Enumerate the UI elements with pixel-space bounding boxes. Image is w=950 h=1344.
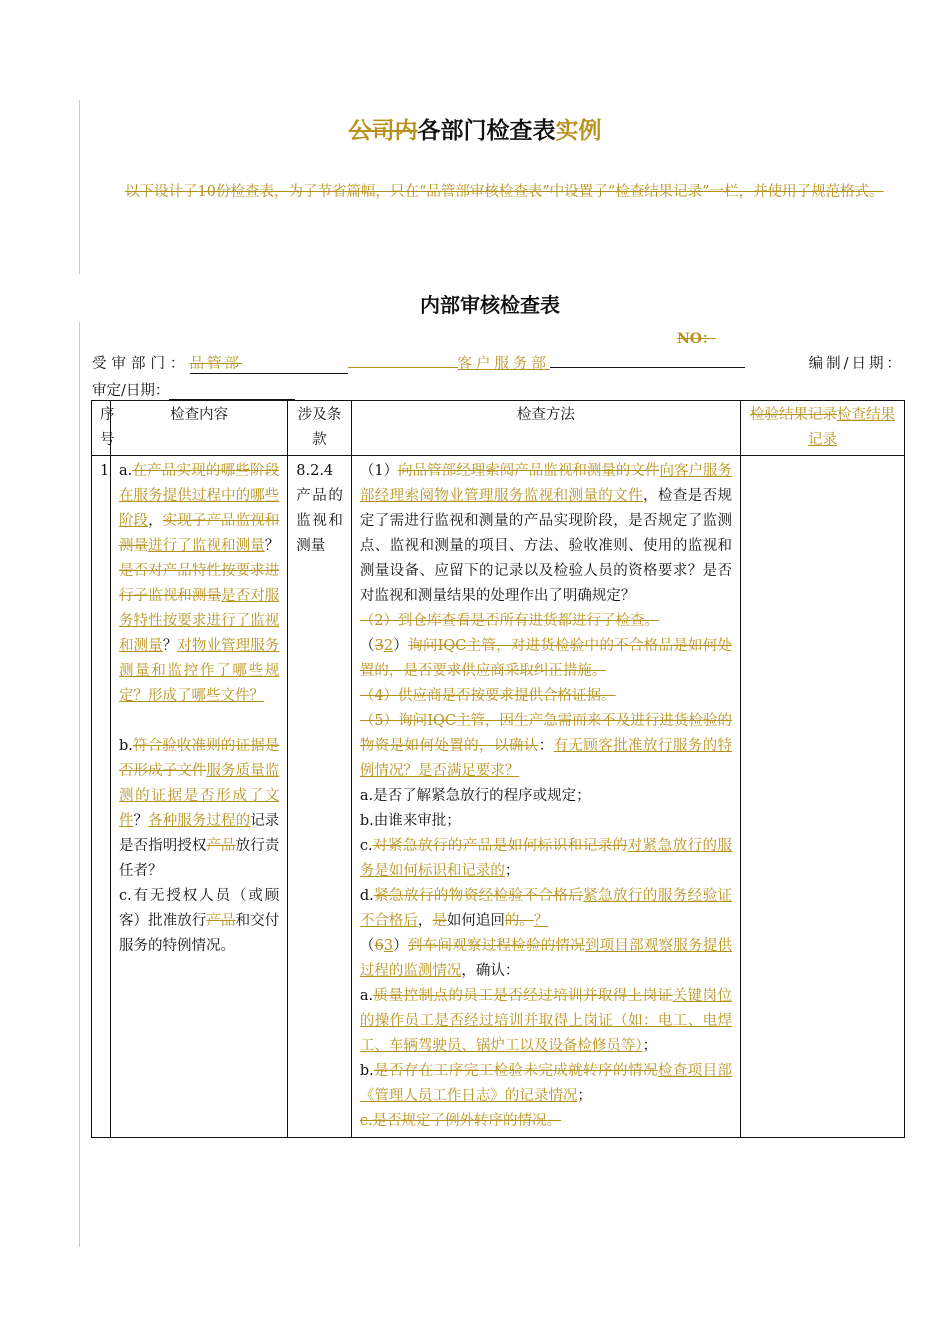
content-item-b: b.符合验收准则的证据是否形成子文件服务质量监测的证据是否形成了文件？各种服务过程的记录是否指明授权产品放行责任者？ <box>118 738 280 879</box>
method-step-6b: b.是否存在工序完工检验未完成就转序的情况检查项目部《管理人员工作日志》的记录情况； <box>359 1063 733 1104</box>
approve-date-line <box>92 379 295 400</box>
row-content <box>110 456 287 1138</box>
title-inserted-suffix: 实例 <box>555 118 602 144</box>
method-step-5c: c.对紧急放行的产品是如何标识和记录的对紧急放行的服务是如何标识和记录的； <box>359 838 733 879</box>
row-result <box>741 456 905 1138</box>
left-margin-bar-bottom <box>79 322 80 1247</box>
approve-date-blank <box>169 383 295 400</box>
method-step-2: （2）到仓库查看是否所有进货都进行了检查。 <box>359 613 660 629</box>
row-seq: 1 <box>92 456 111 1138</box>
content-item-c: c.有无授权人员（或顾客）批准放行产品和交付服务的特例情况。 <box>118 888 280 954</box>
no-label-text: NO： <box>677 331 716 347</box>
audited-dept-new-value: 客户服务部 <box>457 356 550 372</box>
row-clause: 8.2.4产品的监视和测量 <box>288 456 352 1138</box>
method-step-1: （1）向品管部经理索阅产品监视和测量的文件向客户服务部经理索阅物业管理服务监视和测量的文件，检查是否规定了需进行监视和测量的产品实现阶段，是否规定了监测点、监视和测量的项目、方法、验收准则、使用的监视和测量设备、应留下的记录以及检验人员的资格要求？是否对监视和测量结果的处理作出了明确规定？ <box>359 463 733 604</box>
method-step-5: （5）询问IQC主管，因生产急需而来不及进行进货检验的物资是如何处置的，以确认：有无顾客批准放行服务的特例情况？是否满足要求？ <box>359 713 733 779</box>
method-step-5d: d.紧急放行的物资经检验不合格后紧急放行的服务经验证不合格后，是如何追回的。？ <box>359 888 733 929</box>
header-seq: 序号 <box>92 401 111 456</box>
audited-department-line <box>92 352 904 374</box>
header-result <box>741 401 905 456</box>
intro-paragraph <box>92 178 892 206</box>
audit-checklist-table <box>91 400 905 1138</box>
header-result-deleted: 检验结果记录 <box>750 407 838 423</box>
method-step-5a: a.是否了解紧急放行的程序或规定； <box>359 788 591 804</box>
header-content: 检查内容 <box>110 401 287 456</box>
audited-dept-old-value: 品管部 <box>189 356 242 372</box>
intro-deleted-text: 以下设计了10份检查表，为了节省篇幅，只在“品管部审核检查表”中设置了“检查结果记录”一栏，并使用了规范格式。 <box>125 184 884 200</box>
audited-dept-label: 受审部门： <box>92 356 190 372</box>
content-item-a: a.在产品实现的哪些阶段在服务提供过程中的哪些阶段，实现子产品监视和测量进行了监视和测量？是否对产品特性按要求进行子监视和测量是否对服务特性按要求进行了监视和测量？对物业管理服务测量和监控作了哪些规定？形成了哪些文件？ <box>118 463 280 704</box>
header-clause: 涉及条款 <box>288 401 352 456</box>
approve-date-label: 审定/日期： <box>92 383 170 399</box>
method-step-4: （4）供应商是否按要求提供合格证据。 <box>359 688 616 704</box>
page-title <box>0 112 950 145</box>
method-step-6: （63）到车间观察过程检验的情况到项目部观察服务提供过程的监测情况，确认： <box>359 938 733 979</box>
table-header-row <box>92 401 905 456</box>
method-step-6c: c.是否规定了例外转序的情况。 <box>359 1113 562 1129</box>
header-method: 检查方法 <box>351 401 740 456</box>
method-step-6a: a.质量控制点的员工是否经过培训并取得上岗证关键岗位的操作员工是否经过培训并取得上岗证（如：电工、电焊工、车辆驾驶员、锅炉工以及设备检修员等）； <box>359 988 733 1054</box>
header-result-inserted: 检查结果记录 <box>808 407 896 448</box>
title-deleted-prefix: 公司内 <box>348 118 418 144</box>
compile-date-label: 编制/日期： <box>808 356 904 372</box>
checklist-title: 内部审核检查表 <box>420 293 560 317</box>
table-row <box>92 456 905 1138</box>
method-step-3: （32）询问IQC主管，对进货检验中的不合格品是如何处置的，是否要求供应商采取纠正措施。 <box>359 638 733 679</box>
document-number-label <box>677 328 716 348</box>
title-main: 各部门检查表 <box>417 118 556 144</box>
row-method <box>351 456 740 1138</box>
method-step-5b: b.由谁来审批； <box>359 813 461 829</box>
